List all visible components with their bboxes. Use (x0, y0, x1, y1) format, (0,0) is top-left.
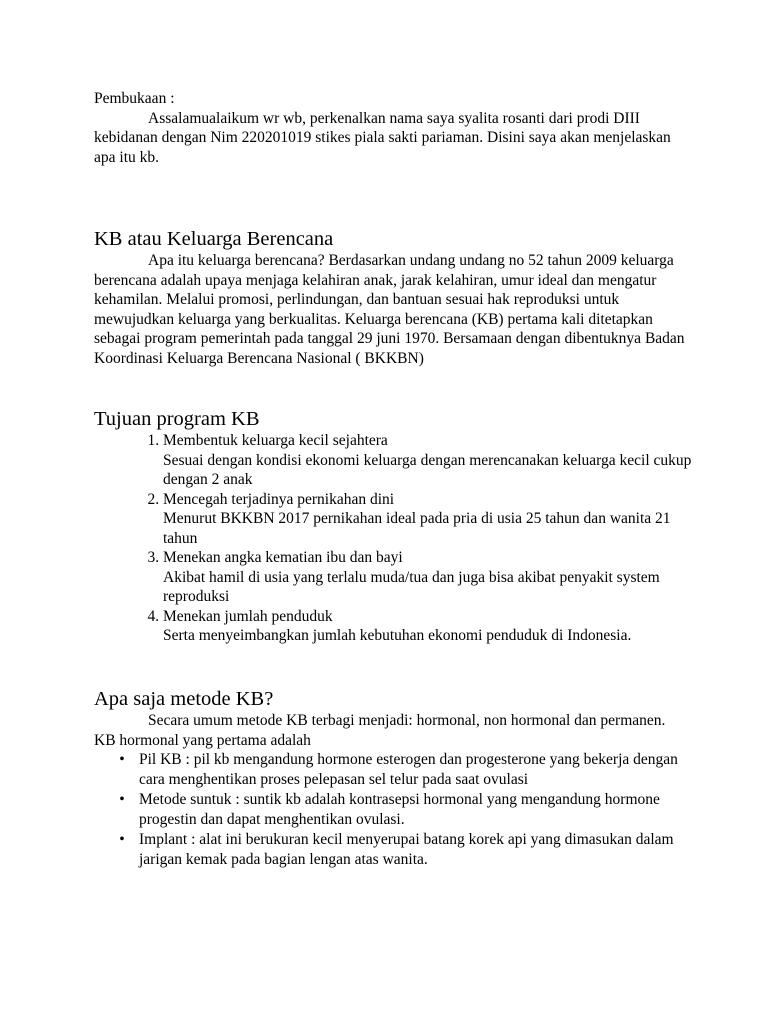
section-kb-paragraph: Apa itu keluarga berencana? Berdasarkan undang undang no 52 tahun 2009 keluarga berencana adalah upaya menjaga kelahiran anak, jarak kelahiran, umur ideal dan mengatur kehamilan. Melalui promosi, perlindungan, dan bantuan sesuai hak reproduksi untuk mewujudkan keluarga yang berkualitas. Keluarga berencana (KB) pertama kali ditetapkan sebagai program pemerintah pada tanggal 29 juni 1970. Bersamaan dengan dibentuknya Badan Koordinasi Keluarga Berencana Nasional ( BKKBN) (94, 252, 685, 367)
metode-subheading: KB hormonal yang pertama adalah (94, 731, 311, 749)
opening-label: Pembukaan : (94, 90, 175, 107)
bullet-icon: • (119, 751, 125, 768)
tujuan-item (163, 607, 694, 646)
tujuan-item-title: 2. Mencegah terjadinya pernikahan dini (163, 490, 395, 508)
metode-item (119, 830, 694, 869)
section-metode (94, 687, 694, 870)
section-metode-heading: Apa saja metode KB? (94, 688, 274, 710)
metode-intro: Secara umum metode KB terbagi menjadi: hormonal, non hormonal dan permanen. (148, 712, 666, 729)
tujuan-item-desc: Menurut BKKBN 2017 pernikahan ideal pada pria di usia 25 tahun dan wanita 21 tahun (163, 510, 671, 547)
tujuan-item-desc: Sesuai dengan kondisi ekonomi keluarga dengan merencanakan keluarga kecil cukup dengan 2 anak (163, 451, 692, 488)
tujuan-item-title: 1. Membentuk keluarga kecil sejahtera (163, 432, 388, 449)
tujuan-item-title: 4. Menekan jumlah penduduk (163, 607, 333, 625)
metode-item-text: Implant : alat ini berukuran kecil menyerupai batang korek api yang dimasukan dalam jarigan kemak pada bagian lengan atas wanita. (139, 831, 674, 868)
tujuan-item-desc: Akibat hamil di usia yang terlalu muda/tua dan juga bisa akibat penyakit system reproduksi (163, 568, 660, 605)
opening-paragraph: Assalamualaikum wr wb, perkenalkan nama saya syalita rosanti dari prodi DIII kebidanan dengan Nim 220201019 stikes piala sakti pariaman. Disini saya akan menjelaskan apa itu kb. (94, 109, 671, 166)
tujuan-item (163, 548, 694, 607)
tujuan-item (163, 431, 694, 490)
bullet-icon: • (119, 791, 125, 808)
metode-item (119, 750, 694, 789)
tujuan-item-desc: Serta menyeimbangkan jumlah kebutuhan ekonomi penduduk di Indonesia. (163, 627, 632, 644)
metode-item-text: Pil KB : pil kb mengandung hormone esterogen dan progesterone yang bekerja dengan cara menghentikan proses pelepasan sel telur pada saat ovulasi (139, 751, 678, 788)
tujuan-item (163, 490, 694, 549)
metode-item (119, 790, 694, 829)
section-kb (94, 227, 694, 368)
metode-item-text: Metode suntuk : suntik kb adalah kontrasepsi hormonal yang mengandung hormone progestin dan dapat menghentikan ovulasi. (139, 791, 660, 828)
tujuan-item-title: 3. Menekan angka kematian ibu dan bayi (163, 549, 403, 566)
opening-section (94, 89, 694, 167)
tujuan-list (94, 431, 694, 646)
section-kb-heading: KB atau Keluarga Berencana (94, 228, 334, 250)
metode-list (94, 750, 694, 869)
section-tujuan-heading: Tujuan program KB (94, 408, 260, 430)
section-tujuan (94, 407, 694, 646)
bullet-icon: • (119, 831, 125, 848)
